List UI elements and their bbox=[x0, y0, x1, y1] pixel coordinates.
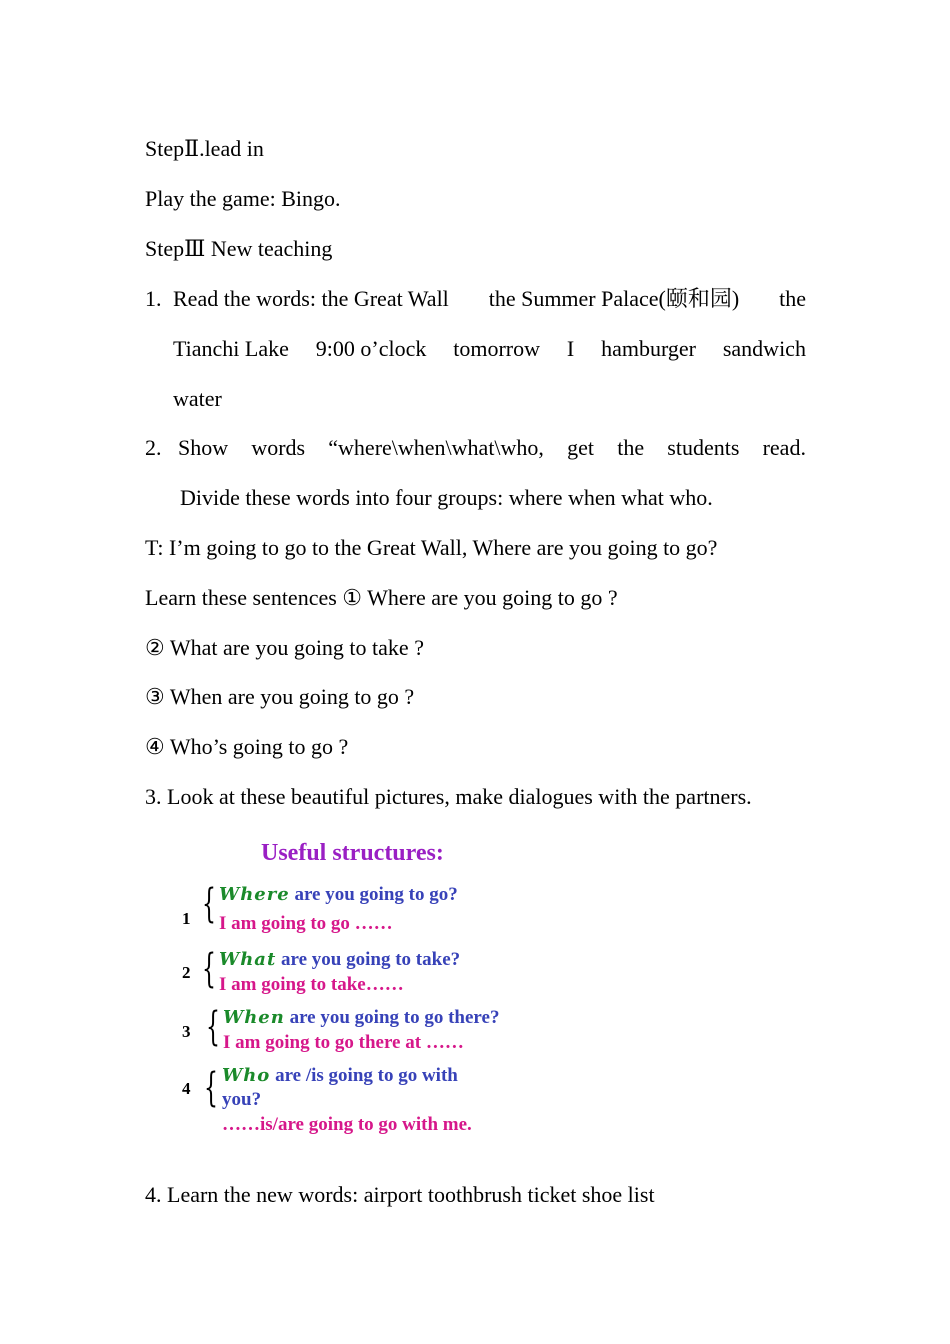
item-2-line-1 bbox=[178, 434, 806, 462]
item-1-word: 9:00 o’clock bbox=[315, 336, 427, 361]
structure-number: 2 bbox=[182, 963, 191, 982]
brace-icon: { bbox=[206, 1004, 220, 1050]
item-2-word: get bbox=[567, 435, 595, 460]
question-word: Where bbox=[219, 884, 290, 905]
question-text: are you going to go there? bbox=[284, 1007, 500, 1028]
item-1-word: tomorrow bbox=[453, 336, 540, 361]
question-text: are you going to take? bbox=[276, 949, 461, 970]
brace-icon: { bbox=[202, 881, 216, 927]
brace-icon: { bbox=[202, 946, 216, 992]
structure-question bbox=[222, 1064, 458, 1088]
question-word: When bbox=[223, 1007, 285, 1028]
structure-answer: I am going to go there at …… bbox=[223, 1032, 464, 1053]
question-text: are you going to go? bbox=[289, 884, 458, 905]
item-2-line-2: Divide these words into four groups: where when what who. bbox=[180, 485, 713, 510]
question-word: Who bbox=[222, 1065, 271, 1086]
structure-answer: ……is/are going to go with me. bbox=[222, 1114, 472, 1135]
item-1-line-2 bbox=[173, 335, 806, 363]
item-2-number: 2. bbox=[145, 435, 162, 460]
step-2-heading: StepⅡ.lead in bbox=[145, 136, 264, 161]
structure-number: 1 bbox=[182, 909, 191, 928]
item-1-word: Tianchi Lake bbox=[173, 336, 289, 361]
item-1-word: sandwich bbox=[722, 336, 806, 361]
item-1-number: 1. bbox=[145, 286, 162, 311]
item-1-word: the bbox=[779, 286, 806, 311]
useful-structures-title: Useful structures: bbox=[261, 840, 444, 866]
item-1-word: hamburger bbox=[601, 336, 696, 361]
item-2-word: students bbox=[667, 435, 740, 460]
item-2-word: words bbox=[251, 435, 306, 460]
item-1-word: I bbox=[566, 336, 575, 361]
step-3-heading: StepⅢ New teaching bbox=[145, 236, 333, 261]
item-2-word: Show bbox=[178, 435, 229, 460]
game-line: Play the game: Bingo. bbox=[145, 186, 341, 211]
item-2-word: “where\when\what\who, bbox=[328, 435, 544, 460]
item-3-line: 3. Look at these beautiful pictures, make dialogues with the partners. bbox=[145, 784, 752, 809]
structure-question bbox=[219, 883, 458, 907]
item-1-line-1 bbox=[173, 285, 806, 313]
item-1-line-3: water bbox=[173, 386, 222, 411]
learn-sentences-line: Learn these sentences ① Where are you going to go ? bbox=[145, 585, 618, 610]
question-text: are /is going to go with bbox=[270, 1065, 458, 1086]
structure-question bbox=[219, 948, 460, 972]
teacher-line: T: I’m going to go to the Great Wall, Where are you going to go? bbox=[145, 535, 718, 560]
structure-number: 3 bbox=[182, 1022, 191, 1041]
item-2-word: the bbox=[617, 435, 645, 460]
structure-answer: I am going to go …… bbox=[219, 913, 393, 934]
sentence-2: ② What are you going to take ? bbox=[145, 635, 424, 660]
structure-question-continued: you? bbox=[222, 1089, 262, 1110]
item-1-word: the Summer Palace(颐和园) bbox=[488, 286, 740, 311]
structure-answer: I am going to take…… bbox=[219, 974, 404, 995]
sentence-4: ④ Who’s going to go ? bbox=[145, 734, 349, 759]
item-1-word: Read the words: the Great Wall bbox=[173, 286, 449, 311]
brace-icon: { bbox=[204, 1065, 218, 1111]
sentence-3: ③ When are you going to go ? bbox=[145, 684, 415, 709]
item-2-word: read. bbox=[762, 435, 806, 460]
item-4-line: 4. Learn the new words: airport toothbrush ticket shoe list bbox=[145, 1182, 655, 1207]
question-word: What bbox=[219, 949, 277, 970]
structure-question bbox=[223, 1006, 499, 1030]
structure-number: 4 bbox=[182, 1079, 191, 1098]
